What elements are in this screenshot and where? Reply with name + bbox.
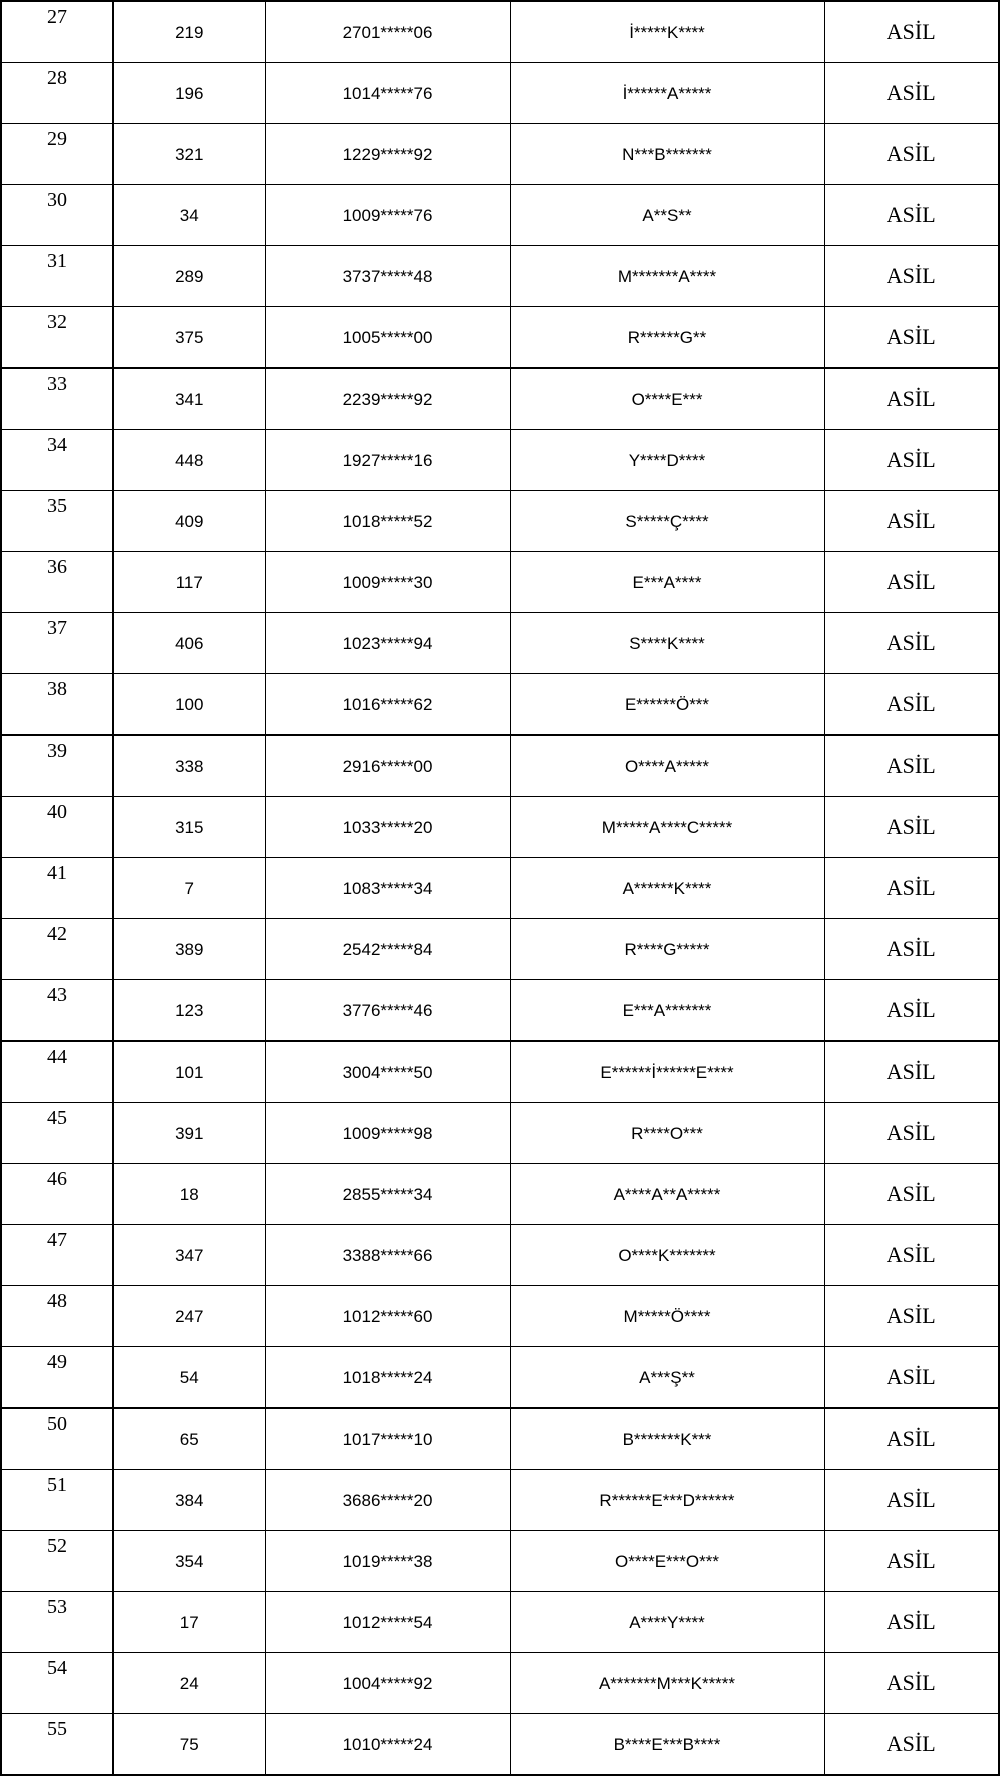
- status-cell: ASİL: [824, 858, 999, 919]
- applicant-number-cell: 75: [113, 1714, 265, 1776]
- row-number-cell: 54: [1, 1653, 113, 1714]
- status-cell: ASİL: [824, 552, 999, 613]
- applicant-number-cell: 100: [113, 674, 265, 736]
- table-row: [1, 1470, 999, 1531]
- applicant-number-cell: 406: [113, 613, 265, 674]
- table-row: [1, 858, 999, 919]
- table-row: [1, 1592, 999, 1653]
- applicant-number-cell: 391: [113, 1103, 265, 1164]
- table-row: [1, 1653, 999, 1714]
- applicant-number-cell: 409: [113, 491, 265, 552]
- row-number-cell: 40: [1, 797, 113, 858]
- applicant-number-cell: 7: [113, 858, 265, 919]
- table-row: [1, 1225, 999, 1286]
- masked-name-cell: İ*****K****: [510, 1, 824, 63]
- masked-id-cell: 2916*****00: [265, 735, 510, 797]
- masked-id-cell: 3737*****48: [265, 246, 510, 307]
- masked-name-cell: S*****Ç****: [510, 491, 824, 552]
- status-cell: ASİL: [824, 674, 999, 736]
- table-row: [1, 735, 999, 797]
- status-cell: ASİL: [824, 980, 999, 1042]
- applicant-number-cell: 34: [113, 185, 265, 246]
- row-number-cell: 44: [1, 1041, 113, 1103]
- row-number-cell: 52: [1, 1531, 113, 1592]
- status-cell: ASİL: [824, 63, 999, 124]
- table-row: [1, 674, 999, 736]
- table-row: [1, 1286, 999, 1347]
- masked-name-cell: R****O***: [510, 1103, 824, 1164]
- masked-id-cell: 1033*****20: [265, 797, 510, 858]
- status-cell: ASİL: [824, 797, 999, 858]
- table-row: [1, 1164, 999, 1225]
- masked-name-cell: R******G**: [510, 307, 824, 369]
- applicant-number-cell: 338: [113, 735, 265, 797]
- table-row: [1, 63, 999, 124]
- masked-id-cell: 1005*****00: [265, 307, 510, 369]
- masked-id-cell: 1017*****10: [265, 1408, 510, 1470]
- masked-name-cell: R****G*****: [510, 919, 824, 980]
- masked-name-cell: O****K*******: [510, 1225, 824, 1286]
- masked-name-cell: R******E***D******: [510, 1470, 824, 1531]
- table-row: [1, 307, 999, 369]
- status-cell: ASİL: [824, 185, 999, 246]
- table-row: [1, 1041, 999, 1103]
- table-row: [1, 246, 999, 307]
- masked-id-cell: 1019*****38: [265, 1531, 510, 1592]
- applicant-number-cell: 321: [113, 124, 265, 185]
- applicant-number-cell: 354: [113, 1531, 265, 1592]
- applicant-number-cell: 117: [113, 552, 265, 613]
- row-number-cell: 29: [1, 124, 113, 185]
- table-row: [1, 1531, 999, 1592]
- row-number-cell: 28: [1, 63, 113, 124]
- status-cell: ASİL: [824, 368, 999, 430]
- row-number-cell: 31: [1, 246, 113, 307]
- status-cell: ASİL: [824, 1653, 999, 1714]
- status-cell: ASİL: [824, 919, 999, 980]
- masked-name-cell: E***A****: [510, 552, 824, 613]
- masked-id-cell: 3004*****50: [265, 1041, 510, 1103]
- masked-id-cell: 3776*****46: [265, 980, 510, 1042]
- applicant-number-cell: 315: [113, 797, 265, 858]
- row-number-cell: 36: [1, 552, 113, 613]
- table-row: [1, 980, 999, 1042]
- masked-id-cell: 2855*****34: [265, 1164, 510, 1225]
- row-number-cell: 27: [1, 1, 113, 63]
- masked-name-cell: B****E***B****: [510, 1714, 824, 1776]
- status-cell: ASİL: [824, 1347, 999, 1409]
- applicant-number-cell: 384: [113, 1470, 265, 1531]
- status-cell: ASİL: [824, 124, 999, 185]
- applicant-number-cell: 389: [113, 919, 265, 980]
- applicant-number-cell: 347: [113, 1225, 265, 1286]
- masked-name-cell: M*****A****C*****: [510, 797, 824, 858]
- masked-id-cell: 3686*****20: [265, 1470, 510, 1531]
- masked-name-cell: E******Ö***: [510, 674, 824, 736]
- masked-name-cell: A**S**: [510, 185, 824, 246]
- table-row: [1, 919, 999, 980]
- status-cell: ASİL: [824, 735, 999, 797]
- row-number-cell: 41: [1, 858, 113, 919]
- table-row: [1, 613, 999, 674]
- masked-name-cell: N***B*******: [510, 124, 824, 185]
- applicant-number-cell: 375: [113, 307, 265, 369]
- masked-name-cell: A***Ş**: [510, 1347, 824, 1409]
- status-cell: ASİL: [824, 246, 999, 307]
- masked-name-cell: B*******K***: [510, 1408, 824, 1470]
- masked-id-cell: 1009*****98: [265, 1103, 510, 1164]
- masked-name-cell: A****Y****: [510, 1592, 824, 1653]
- applicant-number-cell: 54: [113, 1347, 265, 1409]
- table-row: [1, 1714, 999, 1776]
- table-row: [1, 368, 999, 430]
- applicant-number-cell: 123: [113, 980, 265, 1042]
- row-number-cell: 35: [1, 491, 113, 552]
- masked-name-cell: O****E***: [510, 368, 824, 430]
- applicant-number-cell: 341: [113, 368, 265, 430]
- table-body: [1, 1, 999, 1775]
- masked-id-cell: 1083*****34: [265, 858, 510, 919]
- table-row: [1, 1347, 999, 1409]
- masked-id-cell: 1229*****92: [265, 124, 510, 185]
- masked-id-cell: 1012*****54: [265, 1592, 510, 1653]
- status-cell: ASİL: [824, 307, 999, 369]
- row-number-cell: 42: [1, 919, 113, 980]
- row-number-cell: 32: [1, 307, 113, 369]
- masked-name-cell: A******K****: [510, 858, 824, 919]
- masked-id-cell: 2701*****06: [265, 1, 510, 63]
- table-row: [1, 1, 999, 63]
- applicant-number-cell: 24: [113, 1653, 265, 1714]
- table-row: [1, 185, 999, 246]
- masked-id-cell: 1018*****24: [265, 1347, 510, 1409]
- table-row: [1, 1103, 999, 1164]
- status-cell: ASİL: [824, 1164, 999, 1225]
- masked-name-cell: Y****D****: [510, 430, 824, 491]
- row-number-cell: 34: [1, 430, 113, 491]
- status-cell: ASİL: [824, 1714, 999, 1776]
- row-number-cell: 38: [1, 674, 113, 736]
- status-cell: ASİL: [824, 1041, 999, 1103]
- masked-name-cell: E******İ******E****: [510, 1041, 824, 1103]
- table-row: [1, 552, 999, 613]
- table-row: [1, 797, 999, 858]
- status-cell: ASİL: [824, 1286, 999, 1347]
- applicant-number-cell: 17: [113, 1592, 265, 1653]
- status-cell: ASİL: [824, 1408, 999, 1470]
- applicant-number-cell: 448: [113, 430, 265, 491]
- table-row: [1, 430, 999, 491]
- masked-id-cell: 1023*****94: [265, 613, 510, 674]
- table-row: [1, 124, 999, 185]
- masked-name-cell: S****K****: [510, 613, 824, 674]
- masked-name-cell: M*****Ö****: [510, 1286, 824, 1347]
- row-number-cell: 37: [1, 613, 113, 674]
- masked-id-cell: 1010*****24: [265, 1714, 510, 1776]
- masked-id-cell: 1018*****52: [265, 491, 510, 552]
- row-number-cell: 53: [1, 1592, 113, 1653]
- row-number-cell: 51: [1, 1470, 113, 1531]
- row-number-cell: 33: [1, 368, 113, 430]
- row-number-cell: 45: [1, 1103, 113, 1164]
- masked-id-cell: 1016*****62: [265, 674, 510, 736]
- status-cell: ASİL: [824, 613, 999, 674]
- applicant-number-cell: 219: [113, 1, 265, 63]
- masked-id-cell: 3388*****66: [265, 1225, 510, 1286]
- row-number-cell: 50: [1, 1408, 113, 1470]
- row-number-cell: 43: [1, 980, 113, 1042]
- masked-id-cell: 1009*****76: [265, 185, 510, 246]
- row-number-cell: 48: [1, 1286, 113, 1347]
- applicant-number-cell: 65: [113, 1408, 265, 1470]
- masked-id-cell: 1927*****16: [265, 430, 510, 491]
- applicant-number-cell: 196: [113, 63, 265, 124]
- status-cell: ASİL: [824, 430, 999, 491]
- masked-name-cell: İ******A*****: [510, 63, 824, 124]
- status-cell: ASİL: [824, 1592, 999, 1653]
- status-cell: ASİL: [824, 1531, 999, 1592]
- applicant-number-cell: 247: [113, 1286, 265, 1347]
- row-number-cell: 30: [1, 185, 113, 246]
- status-cell: ASİL: [824, 1, 999, 63]
- masked-id-cell: 1014*****76: [265, 63, 510, 124]
- status-cell: ASİL: [824, 1103, 999, 1164]
- masked-name-cell: M*******A****: [510, 246, 824, 307]
- masked-id-cell: 2542*****84: [265, 919, 510, 980]
- status-cell: ASİL: [824, 1225, 999, 1286]
- masked-name-cell: A*******M***K*****: [510, 1653, 824, 1714]
- row-number-cell: 55: [1, 1714, 113, 1776]
- masked-name-cell: E***A*******: [510, 980, 824, 1042]
- row-number-cell: 39: [1, 735, 113, 797]
- masked-id-cell: 1012*****60: [265, 1286, 510, 1347]
- table-row: [1, 1408, 999, 1470]
- masked-id-cell: 1009*****30: [265, 552, 510, 613]
- applicant-number-cell: 289: [113, 246, 265, 307]
- masked-id-cell: 2239*****92: [265, 368, 510, 430]
- applicant-number-cell: 101: [113, 1041, 265, 1103]
- masked-name-cell: O****A*****: [510, 735, 824, 797]
- masked-name-cell: O****E***O***: [510, 1531, 824, 1592]
- table-row: [1, 491, 999, 552]
- masked-name-cell: A****A**A*****: [510, 1164, 824, 1225]
- status-cell: ASİL: [824, 491, 999, 552]
- masked-id-cell: 1004*****92: [265, 1653, 510, 1714]
- row-number-cell: 49: [1, 1347, 113, 1409]
- row-number-cell: 47: [1, 1225, 113, 1286]
- status-cell: ASİL: [824, 1470, 999, 1531]
- row-number-cell: 46: [1, 1164, 113, 1225]
- applicant-number-cell: 18: [113, 1164, 265, 1225]
